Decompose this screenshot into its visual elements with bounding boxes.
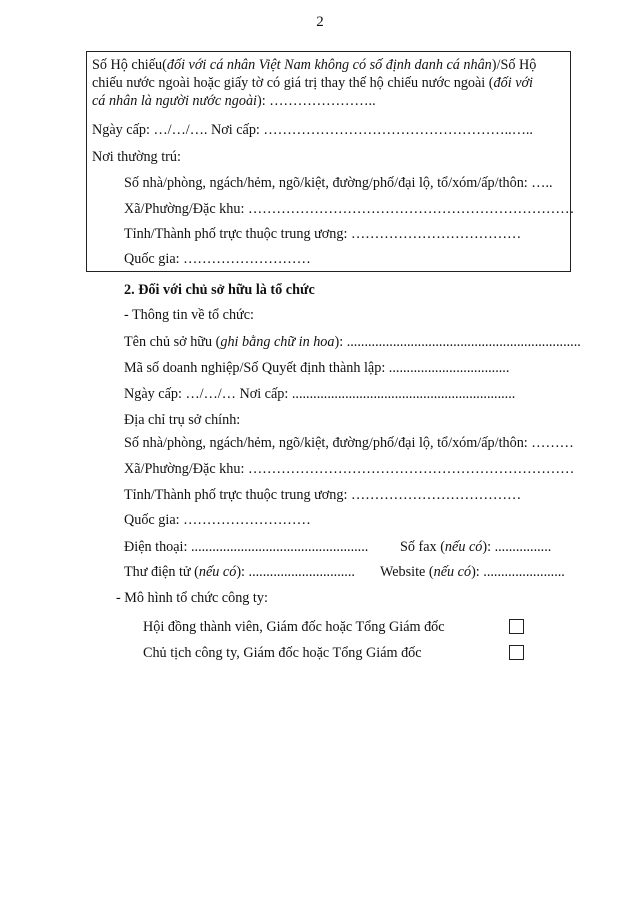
option-2-checkbox[interactable] — [509, 645, 524, 660]
passport-label: Số Hộ chiếu( — [92, 57, 167, 73]
org-country: Quốc gia: ……………………… — [124, 512, 311, 528]
box-country: Quốc gia: ……………………… — [124, 251, 311, 267]
passport-text: chiếu nước ngoài hoặc giấy tờ có giá trị thay thế hộ chiếu nước ngoài ( — [92, 75, 494, 91]
box-province: Tỉnh/Thành phố trực thuộc trung ương: ……………………………… — [124, 226, 522, 242]
page-number: 2 — [316, 14, 324, 30]
section-title: 2. Đối với chủ sở hữu là tổ chức — [124, 282, 315, 298]
email-label: Thư điện tử ( — [124, 564, 199, 580]
org-info-label: - Thông tin về tổ chức: — [124, 307, 254, 323]
box-issue-date: Ngày cấp: …/…/…. Nơi cấp: ……………………………………………..….. — [92, 122, 533, 138]
passport-line-3 — [92, 92, 376, 110]
passport-line-1 — [92, 56, 536, 74]
org-issue-date: Ngày cấp: …/…/… Nơi cấp: ............................................................... — [124, 386, 516, 402]
org-email — [124, 563, 355, 581]
org-head-office-label: Địa chỉ trụ sở chính: — [124, 412, 241, 428]
org-house-number: Số nhà/phòng, ngách/hẻm, ngõ/kiệt, đường/phố/đại lộ, tổ/xóm/ấp/thôn: ……… — [124, 435, 574, 451]
passport-note-2: đối với — [493, 75, 534, 91]
org-fax — [400, 538, 551, 556]
org-owner-name — [124, 333, 581, 351]
website-field: ): ....................... — [471, 564, 565, 580]
org-ward: Xã/Phường/Đặc khu: …………………………………………………………… — [124, 461, 575, 477]
fax-label: Số fax ( — [400, 539, 445, 555]
passport-field: ): ………………….. — [257, 93, 376, 109]
box-ward: Xã/Phường/Đặc khu: …………………………………………………………… — [124, 201, 575, 217]
passport-note-3: cá nhân là người nước ngoài — [92, 93, 257, 109]
org-province: Tỉnh/Thành phố trực thuộc trung ương: ……………………………… — [124, 487, 522, 503]
option-1-label: Hội đồng thành viên, Giám đốc hoặc Tổng Giám đốc — [143, 619, 445, 635]
passport-line-2 — [92, 74, 533, 92]
fax-note: nếu có — [444, 539, 483, 555]
website-label: Website ( — [380, 564, 434, 580]
org-phone: Điện thoại: .................................................. — [124, 539, 369, 555]
owner-name-note: ghi bằng chữ in hoa — [220, 334, 335, 350]
org-model-label: - Mô hình tổ chức công ty: — [116, 590, 268, 606]
website-note: nếu có — [433, 564, 472, 580]
option-1-checkbox[interactable] — [509, 619, 524, 634]
owner-name-label: Tên chủ sở hữu ( — [124, 334, 221, 350]
org-website — [380, 563, 565, 581]
org-enterprise-code: Mã số doanh nghiệp/Số Quyết định thành lập: .................................. — [124, 360, 510, 376]
passport-note: đối với cá nhân Việt Nam không có số định danh cá nhân — [166, 57, 492, 73]
email-note: nếu có — [198, 564, 237, 580]
box-residence-label: Nơi thường trú: — [92, 149, 181, 165]
box-house-number: Số nhà/phòng, ngách/hẻm, ngõ/kiệt, đường/phố/đại lộ, tổ/xóm/ấp/thôn: ….. — [124, 175, 553, 191]
owner-name-field: ): .................................................................. — [334, 334, 581, 350]
passport-label-cont: )/Số Hộ — [491, 57, 537, 73]
fax-field: ): ................ — [482, 539, 552, 555]
option-2-label: Chủ tịch công ty, Giám đốc hoặc Tổng Giám đốc — [143, 645, 422, 661]
email-field: ): .............................. — [236, 564, 355, 580]
